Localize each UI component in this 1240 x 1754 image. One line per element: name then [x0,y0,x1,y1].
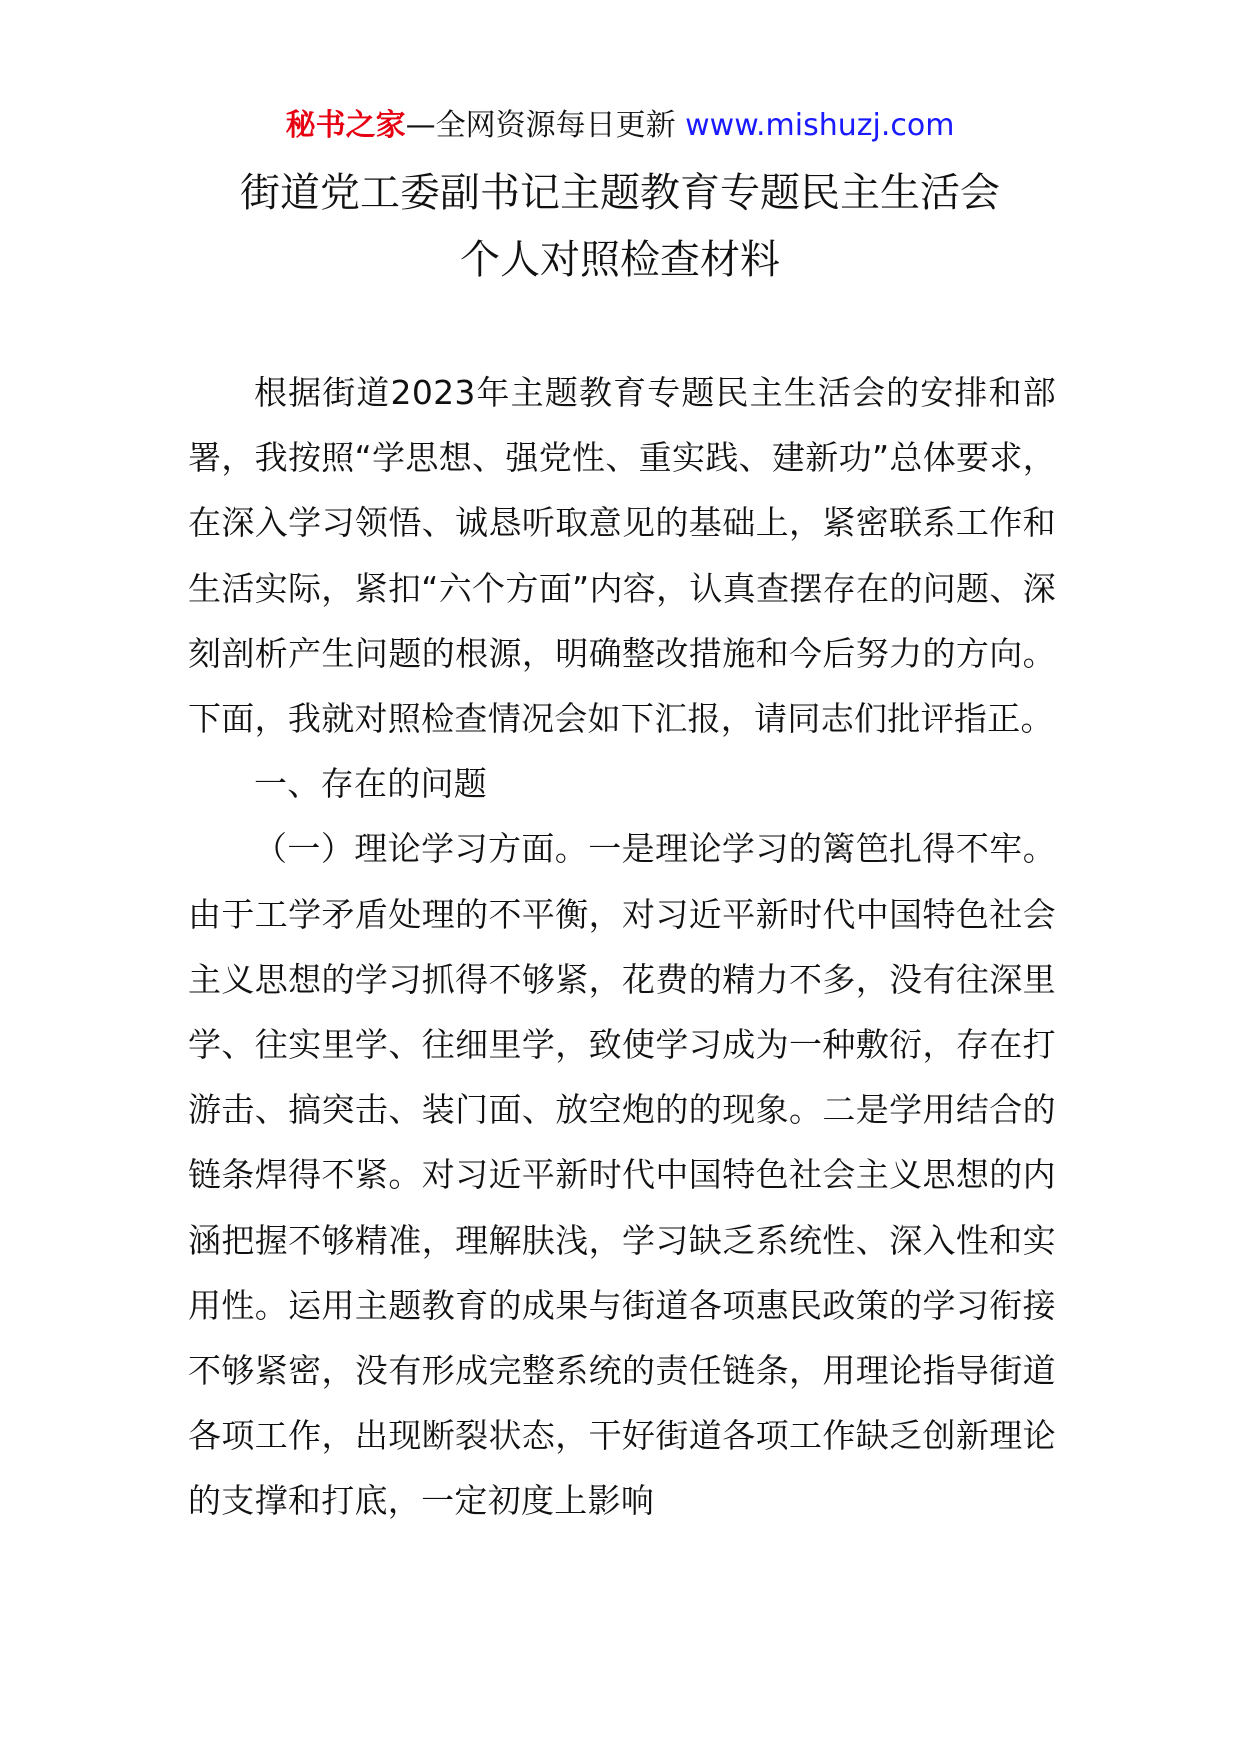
document-body [188,360,1056,1534]
site-header [0,104,1240,148]
section-heading-problems: 一、存在的问题 [254,764,488,804]
paragraph-theory-study: （一）理论学习方面。一是理论学习的篱笆扎得不牢。由于工学矛盾处理的不平衡，对习近平新时代中国特色社会主义思想的学习抓得不够紧，花费的精力不多，没有往深里学、往实里学、往细里学，致使学习成为一种敷衍，存在打游击、搞突击、装门面、放空炮的的现象。二是学用结合的链条焊得不紧。对习近平新时代中国特色社会主义思想的内涵把握不够精准，理解肤浅，学习缺乏系统性、深入性和实用性。运用主题教育的成果与街道各项惠民政策的学习衔接不够紧密，没有形成完整系统的责任链条，用理论指导街道各项工作，出现断裂状态，干好街道各项工作缺乏创新理论的支撑和打底，一定初度上影响 [188,829,1056,1521]
site-slogan: —全网资源每日更新 [405,108,686,143]
document-title-line-1: 街道党工委副书记主题教育专题民主生活会 [240,170,1000,216]
paragraph-intro: 根据街道2023年主题教育专题民主生活会的安排和部署，我按照“学思想、强党性、重实践、建新功”总体要求，在深入学习领悟、诚恳听取意见的基础上，紧密联系工作和生活实际，紧扣“六个方面”内容，认真查摆存在的问题、深刻剖析产生问题的根源，明确整改措施和今后努力的方向。下面，我就对照检查情况会如下汇报，请同志们批评指正。 [188,373,1056,739]
site-brand: 秘书之家 [285,108,406,143]
site-url-link[interactable]: www.mishuzj.com [685,108,955,143]
document-title-line-2: 个人对照检查材料 [460,237,780,283]
